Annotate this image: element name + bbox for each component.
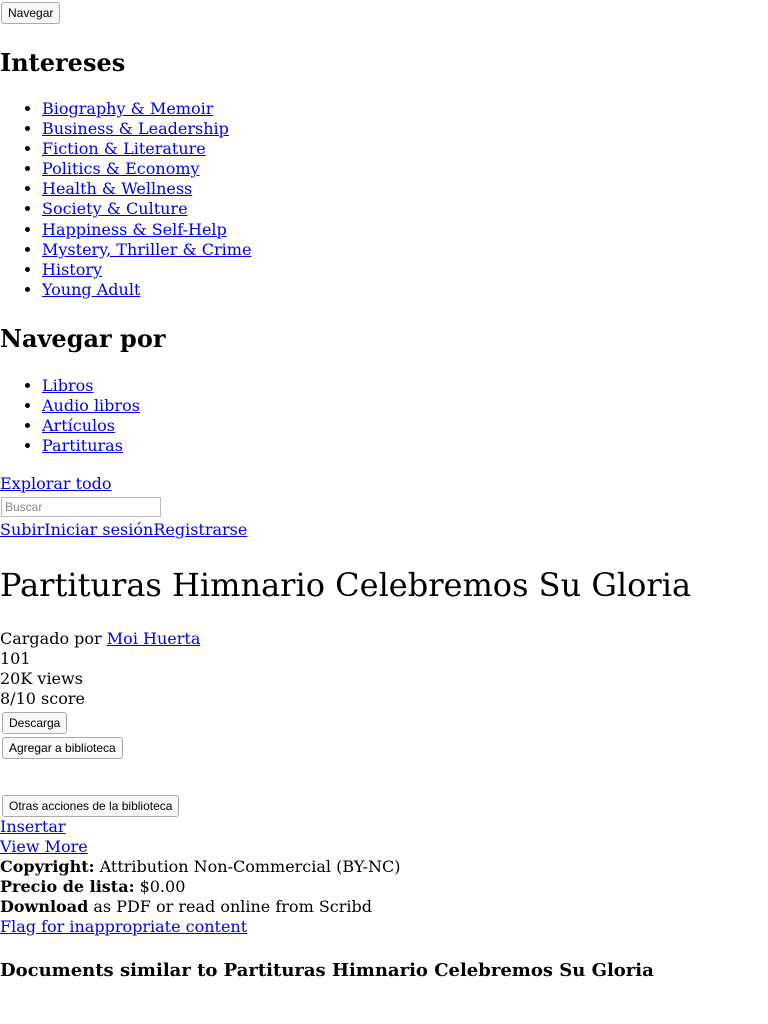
list-item	[42, 220, 251, 240]
download-button[interactable]: Descarga	[2, 712, 67, 734]
more-library-actions-button[interactable]: Otras acciones de la biblioteca	[2, 795, 179, 817]
login-link[interactable]: Iniciar sesión	[44, 520, 154, 539]
price-line	[0, 877, 185, 897]
score-text: 8/10 score	[0, 689, 85, 708]
register-link[interactable]: Registrarse	[153, 520, 248, 539]
interest-link[interactable]: Health & Wellness	[42, 179, 193, 199]
flag-content-link[interactable]: Flag for inappropriate content	[0, 917, 248, 936]
interest-link[interactable]: Happiness & Self-Help	[42, 219, 227, 239]
interest-link[interactable]: Young Adult	[42, 279, 141, 299]
list-item	[42, 119, 251, 139]
copyright-label: Copyright:	[0, 857, 95, 876]
price-label: Precio de lista:	[0, 877, 135, 896]
copyright-value: Attribution Non-Commercial (BY-NC)	[99, 857, 401, 876]
interests-list	[0, 99, 251, 300]
download-line	[0, 897, 372, 917]
interest-link[interactable]: History	[42, 259, 103, 279]
list-item	[42, 199, 251, 219]
interest-link[interactable]: Politics & Economy	[42, 159, 200, 179]
browse-by-heading: Navegar por	[0, 324, 166, 353]
interest-link[interactable]: Business & Leadership	[42, 119, 229, 139]
view-more-link[interactable]: View More	[0, 837, 88, 856]
explore-all-link[interactable]: Explorar todo	[0, 474, 112, 493]
account-links	[0, 520, 247, 540]
list-item	[42, 416, 140, 436]
list-item	[42, 179, 251, 199]
interests-heading: Intereses	[0, 48, 126, 77]
list-item	[42, 376, 140, 396]
download-text: as PDF or read online from Scribd	[93, 897, 372, 916]
list-item	[42, 396, 140, 416]
interest-link[interactable]: Fiction & Literature	[42, 139, 206, 159]
embed-link[interactable]: Insertar	[0, 817, 66, 836]
browse-category-link[interactable]: Partituras	[42, 436, 123, 456]
browse-category-link[interactable]: Libros	[42, 376, 94, 395]
price-value: $0.00	[139, 877, 186, 896]
similar-documents-heading: Documents similar to Partituras Himnario Celebremos Su Gloria	[0, 960, 654, 981]
search-input[interactable]	[1, 497, 161, 517]
views-count: 20K views	[0, 669, 83, 688]
navigate-button[interactable]: Navegar	[1, 2, 60, 24]
uploader-link[interactable]: Moi Huerta	[106, 629, 201, 648]
list-item	[42, 99, 251, 119]
list-item	[42, 260, 251, 280]
add-to-library-button[interactable]: Agregar a biblioteca	[2, 737, 123, 759]
download-label: Download	[0, 897, 89, 916]
upload-link[interactable]: Subir	[0, 520, 45, 539]
interest-link[interactable]: Mystery, Thriller & Crime	[42, 239, 252, 259]
uploaded-by	[0, 629, 200, 649]
list-item	[42, 139, 251, 159]
document-count: 101	[0, 649, 31, 668]
copyright-line	[0, 857, 401, 877]
browse-by-list	[0, 376, 140, 456]
uploaded-by-label: Cargado por	[0, 629, 102, 648]
document-title: Partituras Himnario Celebremos Su Gloria	[0, 566, 692, 604]
browse-category-link[interactable]: Audio libros	[42, 396, 140, 416]
list-item	[42, 436, 140, 456]
list-item	[42, 159, 251, 179]
browse-category-link[interactable]: Artículos	[42, 416, 115, 436]
list-item	[42, 280, 251, 300]
list-item	[42, 240, 251, 260]
interest-link[interactable]: Society & Culture	[42, 199, 188, 219]
interest-link[interactable]: Biography & Memoir	[42, 99, 214, 118]
